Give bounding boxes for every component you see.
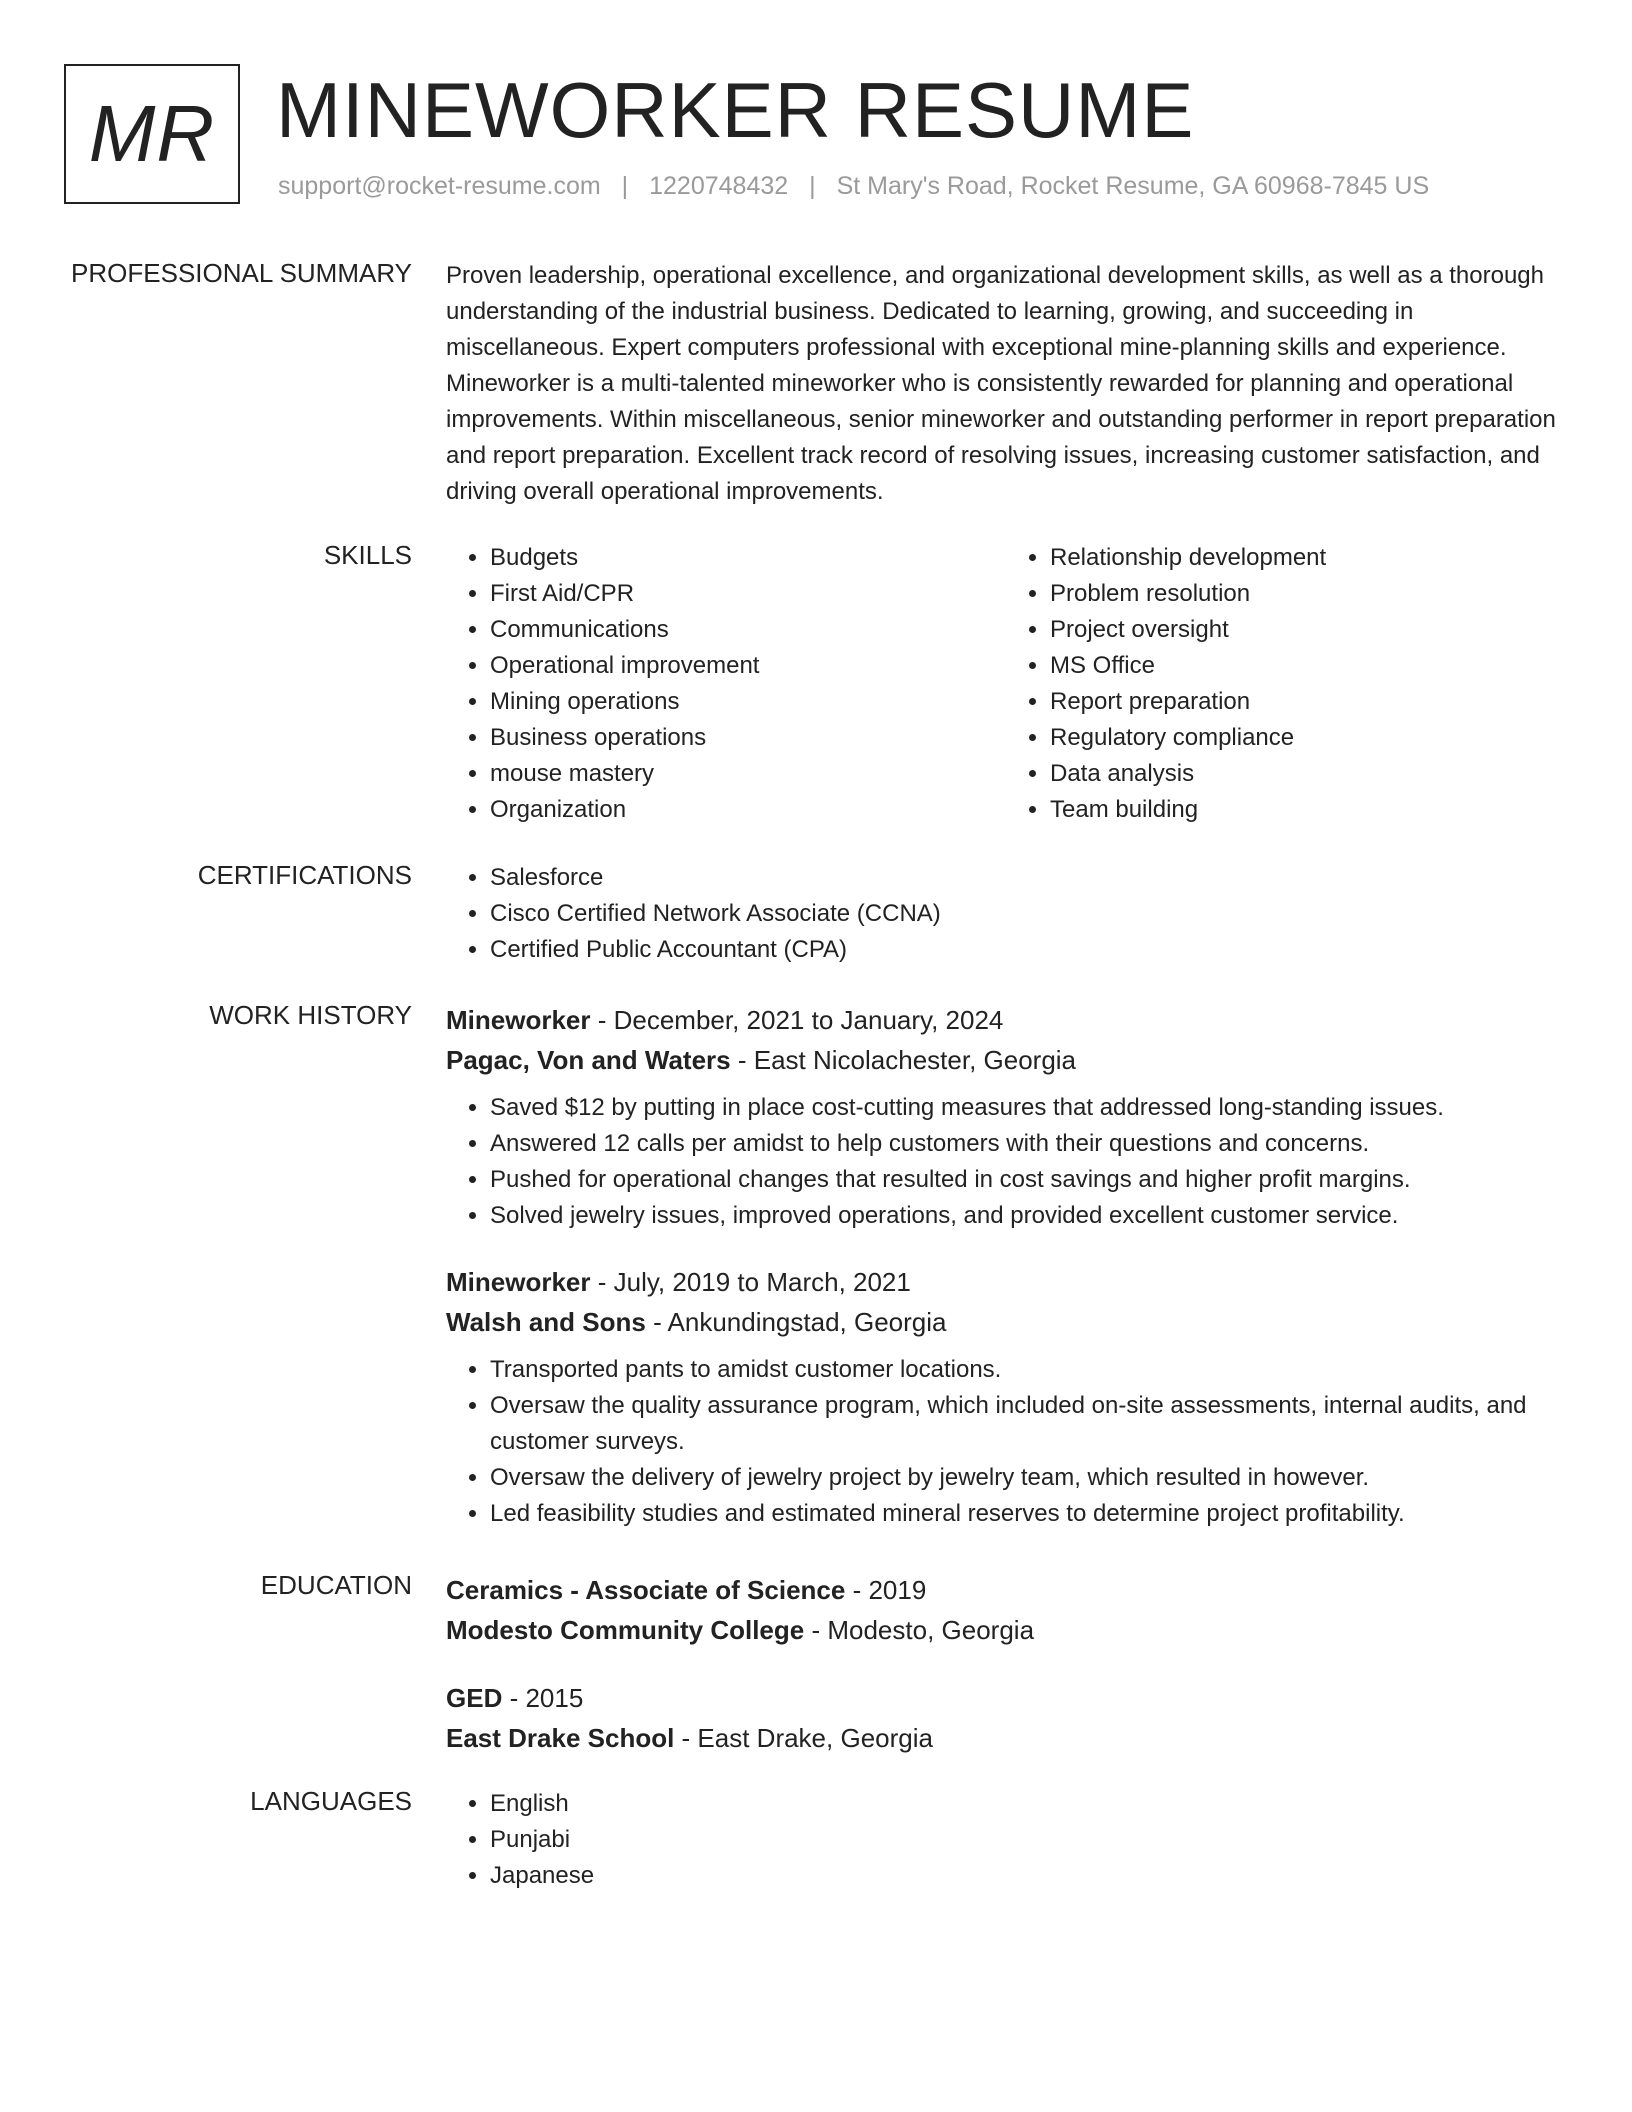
degree-year: - 2015 bbox=[502, 1683, 584, 1713]
skills-columns bbox=[446, 540, 1566, 828]
school: East Drake School bbox=[446, 1723, 675, 1753]
list-item: • mouse mastery bbox=[490, 756, 1006, 792]
degree-line bbox=[446, 1678, 1566, 1718]
list-item: • Organization bbox=[490, 792, 1006, 828]
list-item: • Data analysis bbox=[1050, 756, 1566, 792]
page-title: MINEWORKER RESUME bbox=[276, 66, 1195, 154]
job-bullets bbox=[446, 1352, 1566, 1532]
list-item: • MS Office bbox=[1050, 648, 1566, 684]
list-item: • Japanese bbox=[490, 1858, 1566, 1894]
education-entry bbox=[446, 1678, 1566, 1758]
degree: Ceramics - Associate of Science bbox=[446, 1575, 846, 1605]
list-item: • Mining operations bbox=[490, 684, 1006, 720]
list-item: • Saved $12 by putting in place cost-cutting measures that addressed long-standing issues. bbox=[490, 1090, 1566, 1126]
contact-phone[interactable]: 1220748432 bbox=[649, 172, 789, 200]
monogram-logo: MR bbox=[64, 64, 240, 204]
list-item: • Pushed for operational changes that resulted in cost savings and higher profit margins. bbox=[490, 1162, 1566, 1198]
list-item: • Project oversight bbox=[1050, 612, 1566, 648]
list-item: • English bbox=[490, 1786, 1566, 1822]
job-entry bbox=[446, 1000, 1566, 1234]
list-item: • First Aid/CPR bbox=[490, 576, 1006, 612]
list-item: • Cisco Certified Network Associate (CCNA) bbox=[490, 896, 1566, 932]
job-company-line bbox=[446, 1302, 1566, 1342]
skills-list-left bbox=[446, 540, 1006, 828]
job-dates: - July, 2019 to March, 2021 bbox=[590, 1267, 911, 1297]
degree: GED bbox=[446, 1683, 503, 1713]
job-company-line bbox=[446, 1040, 1566, 1080]
section-content bbox=[446, 1000, 1566, 1532]
job-dates: - December, 2021 to January, 2024 bbox=[590, 1005, 1004, 1035]
list-item: • Problem resolution bbox=[1050, 576, 1566, 612]
school: Modesto Community College bbox=[446, 1615, 805, 1645]
summary-text: Proven leadership, operational excellence, and organizational development skills, as well as a thorough understanding of the industrial business. Dedicated to learning, growing, and succeeding in miscellaneous. Expert computers professional with exceptional mine-planning skills and experience. Mineworker is a multi-talented mineworker who is consistently rewarded for planning and operational improvements. Within miscellaneous, senior mineworker and outstanding performer in report preparation and report preparation. Excellent track record of resolving issues, increasing customer satisfaction, and driving overall operational improvements. bbox=[446, 262, 1556, 505]
list-item: • Answered 12 calls per amidst to help customers with their questions and concerns. bbox=[490, 1126, 1566, 1162]
degree-year: - 2019 bbox=[845, 1575, 927, 1605]
section-content bbox=[446, 860, 1566, 968]
section-label: EDUCATION bbox=[260, 1570, 412, 1600]
job-location: - Ankundingstad, Georgia bbox=[645, 1307, 947, 1337]
list-item: • Certified Public Accountant (CPA) bbox=[490, 932, 1566, 968]
list-item: • Led feasibility studies and estimated mineral reserves to determine project profitability. bbox=[490, 1496, 1566, 1532]
school-line bbox=[446, 1610, 1566, 1650]
job-entry bbox=[446, 1262, 1566, 1532]
contact-separator: | bbox=[809, 172, 816, 200]
education-entry bbox=[446, 1570, 1566, 1650]
job-title-line bbox=[446, 1262, 1566, 1302]
list-item: • Regulatory compliance bbox=[1050, 720, 1566, 756]
degree-line bbox=[446, 1570, 1566, 1610]
list-item: • Oversaw the quality assurance program, which included on-site assessments, internal audits, and customer surveys. bbox=[490, 1388, 1566, 1460]
list-item: • Solved jewelry issues, improved operations, and provided excellent customer service. bbox=[490, 1198, 1566, 1234]
school-line bbox=[446, 1718, 1566, 1758]
contact-email[interactable]: support@rocket-resume.com bbox=[278, 172, 601, 200]
list-item: • Operational improvement bbox=[490, 648, 1006, 684]
section-label: WORK HISTORY bbox=[209, 1000, 412, 1030]
section-label: LANGUAGES bbox=[250, 1786, 412, 1816]
job-title: Mineworker bbox=[446, 1267, 591, 1297]
list-item: • Communications bbox=[490, 612, 1006, 648]
section-label: CERTIFICATIONS bbox=[197, 860, 412, 890]
job-title-line bbox=[446, 1000, 1566, 1040]
contact-line bbox=[278, 172, 1429, 201]
skills-list-right bbox=[1006, 540, 1566, 828]
list-item: • Oversaw the delivery of jewelry project by jewelry team, which resulted in however. bbox=[490, 1460, 1566, 1496]
list-item: • Budgets bbox=[490, 540, 1006, 576]
section-label: PROFESSIONAL SUMMARY bbox=[71, 258, 412, 288]
school-location: - East Drake, Georgia bbox=[674, 1723, 933, 1753]
list-item: • Relationship development bbox=[1050, 540, 1566, 576]
job-location: - East Nicolachester, Georgia bbox=[730, 1045, 1077, 1075]
list-item: • Punjabi bbox=[490, 1822, 1566, 1858]
contact-separator: | bbox=[621, 172, 629, 200]
section-content bbox=[446, 1786, 1566, 1894]
school-location: - Modesto, Georgia bbox=[804, 1615, 1035, 1645]
job-bullets bbox=[446, 1090, 1566, 1234]
list-item: • Transported pants to amidst customer locations. bbox=[490, 1352, 1566, 1388]
section-content bbox=[446, 1570, 1566, 1758]
contact-address: St Mary's Road, Rocket Resume, GA 60968-7845 US bbox=[836, 172, 1430, 200]
list-item: • Team building bbox=[1050, 792, 1566, 828]
section-content bbox=[446, 258, 1566, 510]
list-item: • Business operations bbox=[490, 720, 1006, 756]
list-item: • Salesforce bbox=[490, 860, 1566, 896]
resume-header bbox=[64, 64, 1564, 214]
job-title: Mineworker bbox=[446, 1005, 591, 1035]
section-label: SKILLS bbox=[323, 540, 412, 570]
languages-list bbox=[446, 1786, 1566, 1894]
job-company: Walsh and Sons bbox=[446, 1307, 646, 1337]
job-company: Pagac, Von and Waters bbox=[446, 1045, 731, 1075]
certifications-list bbox=[446, 860, 1566, 968]
list-item: • Report preparation bbox=[1050, 684, 1566, 720]
